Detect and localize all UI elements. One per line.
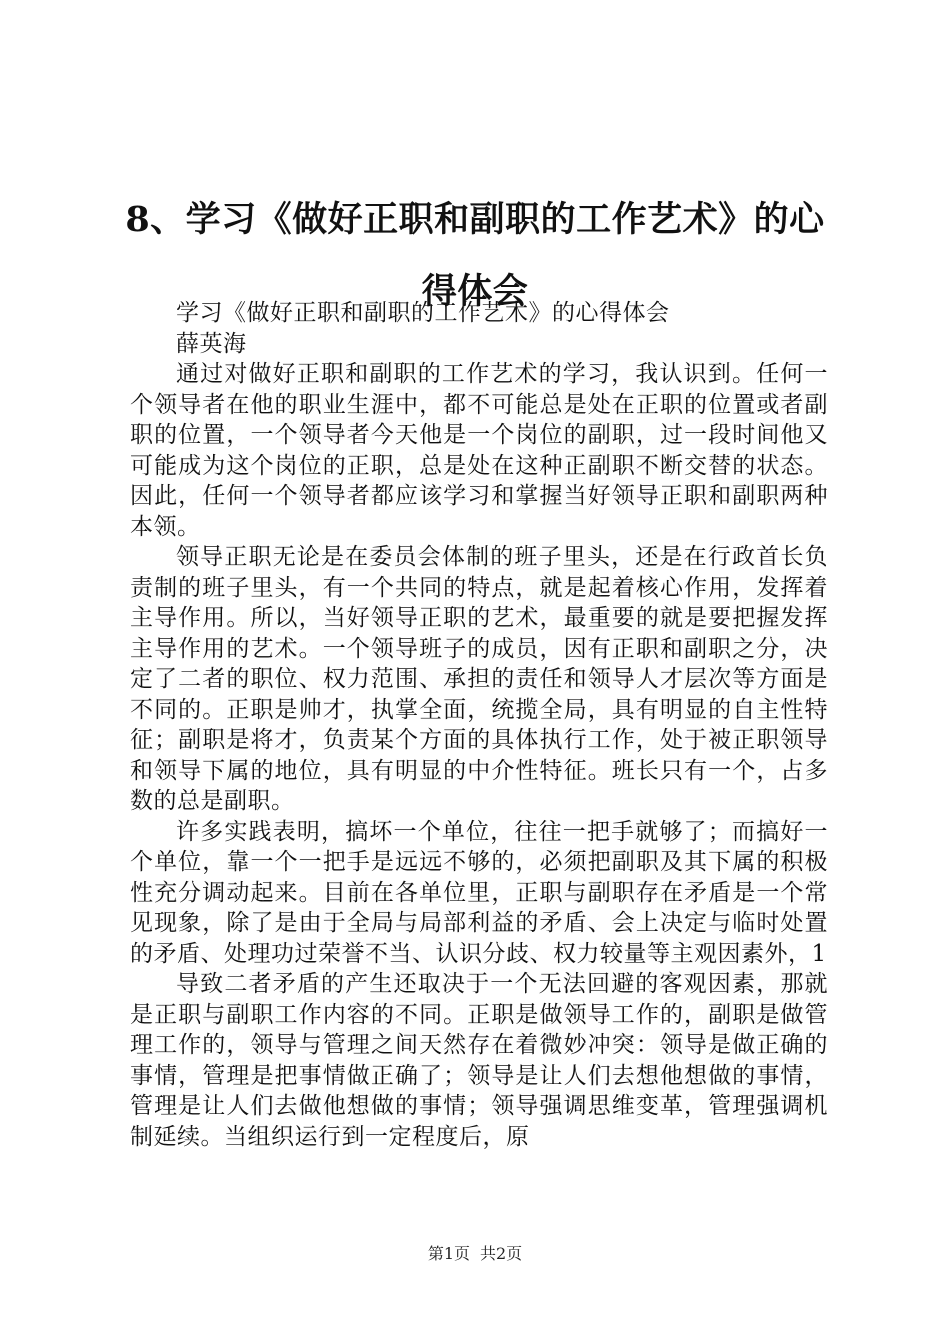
page-number: 第1页 bbox=[427, 1244, 470, 1263]
body-paragraph: 领导正职无论是在委员会体制的班子里头，还是在行政首长负责制的班子里头，有一个共同的特点，就是起着核心作用，发挥着主导作用。所以，当好领导正职的艺术，最重要的就是要把握发挥主导作用的艺术。一个领导班子的成员，因有正职和副职之分，决定了二者的职位、权力范围、承担的责任和领导人才层次等方面是不同的。正职是帅才，执掌全面，统揽全局，具有明显的自主性特征；副职是将才，负责某个方面的具体执行工作，处于被正职领导和领导下属的地位，具有明显的中介性特征。班长只有一个，占多数的总是副职。 bbox=[130, 544, 828, 814]
body-paragraph: 通过对做好正职和副职的工作艺术的学习，我认识到。任何一个领导者在他的职业生涯中，都不可能总是处在正职的位置或者副职的位置，一个领导者今天他是一个岗位的副职，过一段时间他又可能成为这个岗位的正职，总是处在这种正副职不断交替的状态。因此，任何一个领导者都应该学习和掌握当好领导正职和副职两种本领。 bbox=[130, 361, 828, 540]
body-paragraph: 许多实践表明，搞坏一个单位，往往一把手就够了；而搞好一个单位，靠一个一把手是远远不够的，必须把副职及其下属的积极性充分调动起来。目前在各单位里，正职与副职存在矛盾是一个常见现象，除了是由于全局与局部利益的矛盾、会上决定与临时处置的矛盾、处理功过荣誉不当、认识分歧、权力较量等主观因素外，1 bbox=[130, 818, 828, 967]
document-title: 8、学习《做好正职和副职的工作艺术》的心得体会 bbox=[125, 199, 825, 312]
page-footer bbox=[0, 1244, 950, 1264]
author-paragraph: 薛英海 bbox=[176, 330, 247, 357]
body-paragraph: 导致二者矛盾的产生还取决于一个无法回避的客观因素，那就是正职与副职工作内容的不同。正职是做领导工作的，副职是做管理工作的，领导与管理之间天然存在着微妙冲突：领导是做正确的事情，管理是把事情做正确了；领导是让人们去想他想做的事情，管理是让人们去做他想做的事情；领导强调思维变革，管理强调机制延续。当组织运行到一定程度后，原 bbox=[130, 971, 828, 1150]
subtitle-paragraph: 学习《做好正职和副职的工作艺术》的心得体会 bbox=[176, 300, 670, 326]
document-body bbox=[130, 298, 828, 1152]
page-total: 共2页 bbox=[480, 1244, 523, 1263]
